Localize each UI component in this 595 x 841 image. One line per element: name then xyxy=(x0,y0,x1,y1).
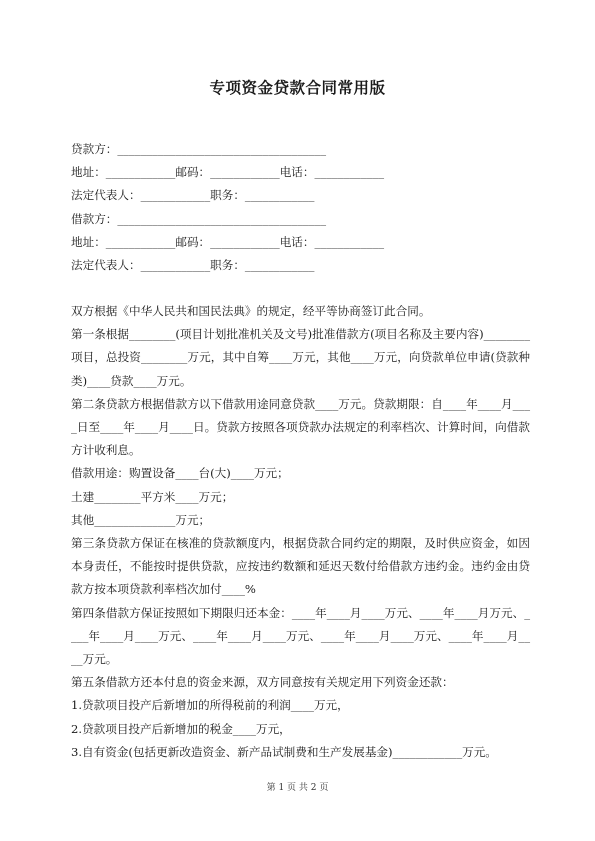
lender-address-line: 地址：____________邮码：____________电话：____________ xyxy=(71,165,385,180)
loan-purpose-construction-line: 土建________平方米____万元； xyxy=(71,489,234,504)
article-5-paragraph: 第五条借款方还本付息的资金来源，双方同意按有关规定用下列资金还款： xyxy=(71,675,454,690)
lender-name-line: 贷款方：____________________________________ xyxy=(71,142,327,156)
loan-purpose-equipment-line: 借款用途：购置设备____台(大)____万元； xyxy=(71,466,289,481)
repayment-source-3: 3.自有资金(包括更新改造资金、新产品试制费和生产发展基金)____________万元。 xyxy=(71,744,497,759)
repayment-source-1: 1.贷款项目投产后新增加的所得税前的利润____万元， xyxy=(71,698,349,713)
repayment-source-2: 2.贷款项目投产后新增加的税金____万元， xyxy=(71,721,291,736)
contract-body xyxy=(71,300,530,764)
borrower-representative-line: 法定代表人：____________职务：____________ xyxy=(71,257,315,272)
borrower-address-line: 地址：____________邮码：____________电话：____________ xyxy=(71,234,385,249)
article-2-paragraph: 第二条贷款方根据借款方以下借款用途同意贷款____万元。贷款期限：自____年____月____日至____年____月____日。贷款方按照各项贷款办法规定的利率档次、计算时间，向借款方计收利息。 xyxy=(71,396,530,458)
page-number-footer: 第 1 页 共 2 页 xyxy=(266,783,329,793)
lender-representative-line: 法定代表人：____________职务：____________ xyxy=(71,188,315,203)
party-info-block xyxy=(71,138,531,277)
article-3-paragraph: 第三条贷款方保证在核准的贷款额度内，根据贷款合同约定的期限，及时供应资金，如因本身责任，不能按时提供贷款，应按违约数额和延迟天数付给借款方违约金。违约金由贷款方按本项贷款利率档次加付____% xyxy=(71,536,530,597)
borrower-name-line: 借款方：____________________________________ xyxy=(71,211,327,226)
article-4-paragraph: 第四条借款方保证按照如下期限归还本金：____年____月____万元、____年____月万元、____年____月____万元、____年____月____万元、____年____月____万元、____年____月____万元。 xyxy=(71,605,530,667)
preamble-paragraph: 双方根据《中华人民共和国民法典》的规定，经平等协商签订此合同。 xyxy=(71,304,431,318)
article-1-paragraph: 第一条根据________(项目计划批准机关及文号)批准借款方(项目名称及主要内容)________项目，总投资________万元，其中自筹____万元，其他____万元，向贷款单位申请(贷款种类)____贷款____万元。 xyxy=(71,327,530,388)
document-title: 专项资金贷款合同常用版 xyxy=(209,78,386,97)
loan-purpose-other-line: 其他______________万元； xyxy=(71,512,211,527)
